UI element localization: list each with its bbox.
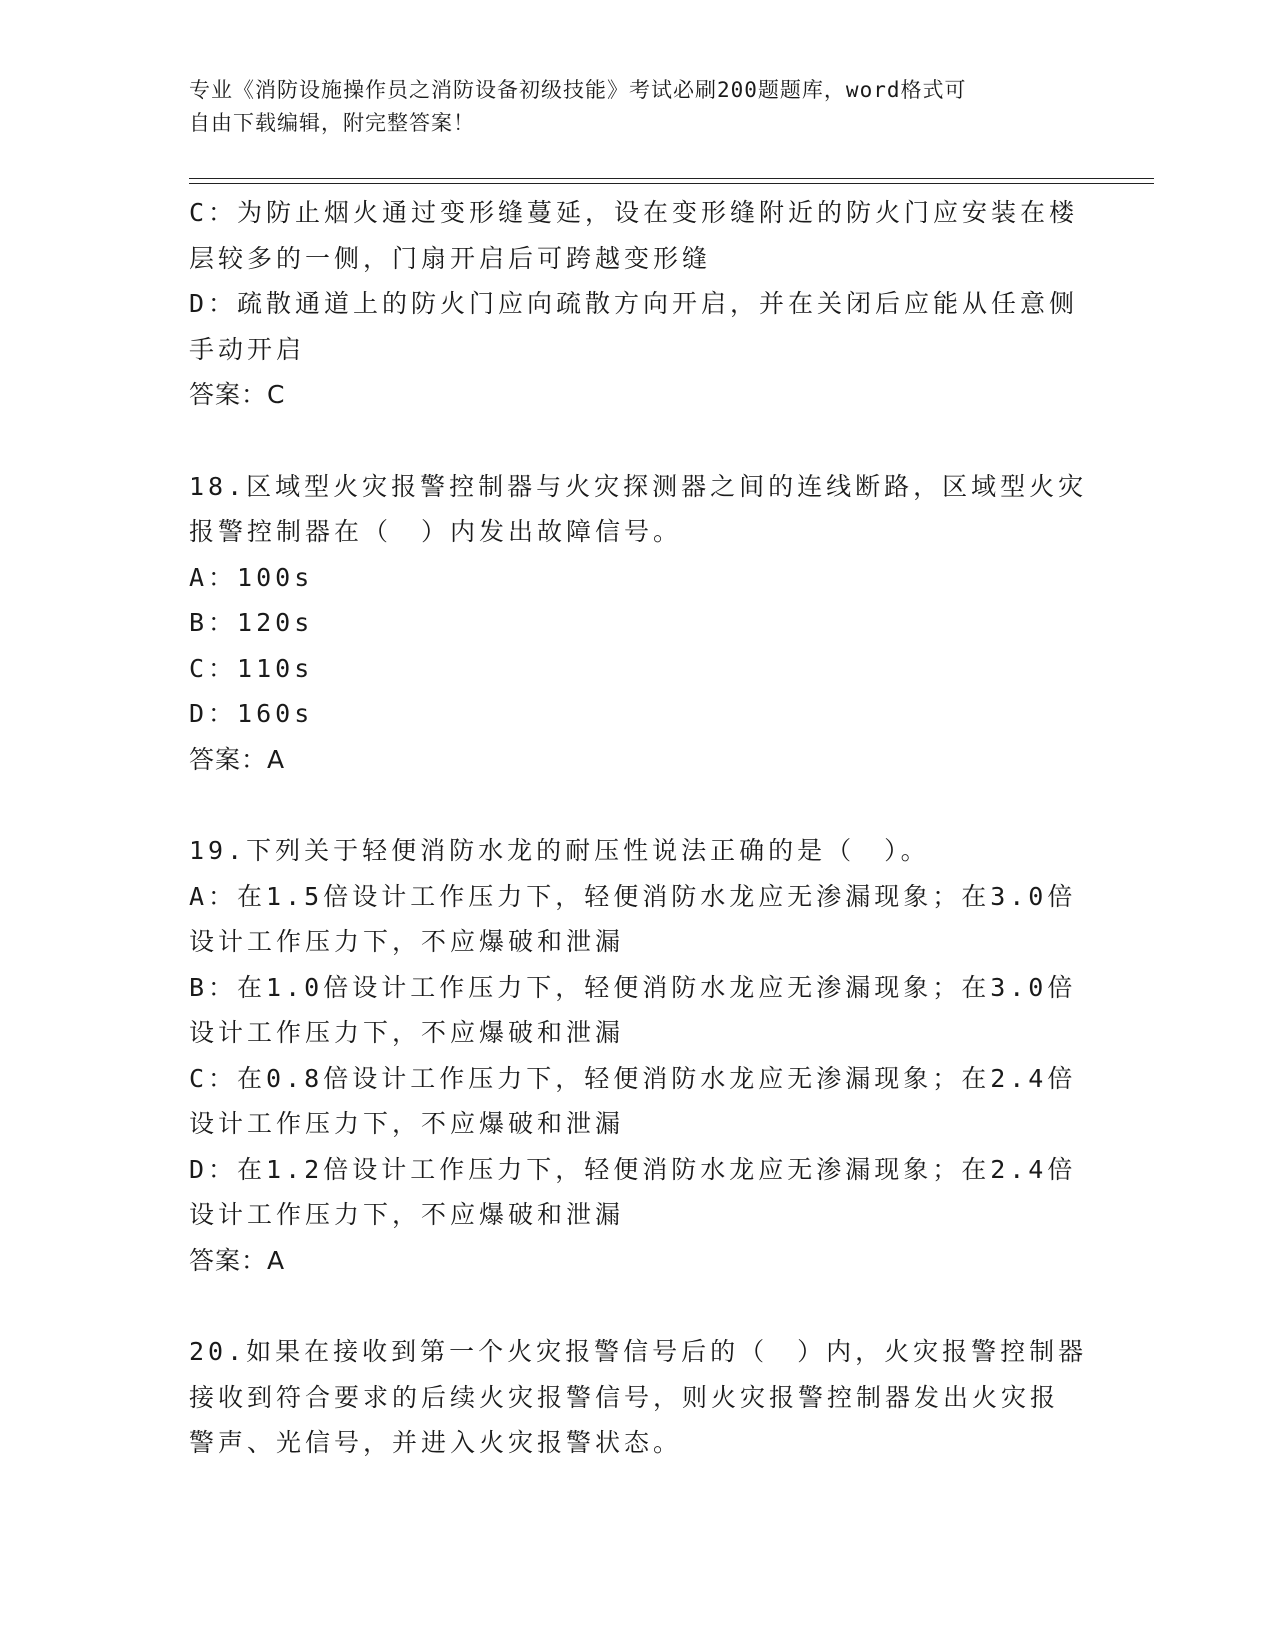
- option-d-line-1: D：在1.2倍设计工作压力下，轻便消防水龙应无渗漏现象；在2.4倍: [189, 1154, 1077, 1184]
- spacer: [189, 782, 1089, 828]
- option-b-line-2: 设计工作压力下，不应爆破和泄漏: [189, 1018, 625, 1047]
- option-c-line-1: C：为防止烟火通过变形缝蔓延，设在变形缝附近的防火门应安装在楼: [189, 198, 1079, 227]
- option-d-line-2: 设计工作压力下，不应爆破和泄漏: [189, 1200, 625, 1229]
- question-20: [189, 1329, 1089, 1466]
- spacer: [189, 1283, 1089, 1329]
- question-18-stem-line-2: 报警控制器在（ ）内发出故障信号。: [189, 517, 683, 546]
- spacer: [189, 418, 1089, 464]
- option-d: D：160s: [189, 699, 314, 728]
- answer-17: 答案：C: [189, 380, 286, 409]
- answer-19: 答案：A: [189, 1245, 286, 1275]
- option-c: C：110s: [189, 653, 314, 683]
- question-20-stem-line-2: 接收到符合要求的后续火灾报警信号，则火灾报警控制器发出火灾报: [189, 1382, 1060, 1412]
- option-c-line-2: 层较多的一侧，门扇开启后可跨越变形缝: [189, 243, 712, 273]
- header-divider-bottom: [189, 183, 1154, 184]
- document-body: [189, 190, 1089, 1466]
- option-b: B：120s: [189, 608, 314, 637]
- question-17-tail: [189, 190, 1089, 418]
- question-19-stem: 19.下列关于轻便消防水龙的耐压性说法正确的是（ ）。: [189, 836, 930, 865]
- option-a: A：100s: [189, 562, 314, 592]
- option-d-line-1: D：疏散通道上的防火门应向疏散方向开启，并在关闭后应能从任意侧: [189, 289, 1079, 318]
- question-20-stem-line-3: 警声、光信号，并进入火灾报警状态。: [189, 1428, 683, 1457]
- page-header: [189, 74, 1069, 140]
- header-line-2: 自由下载编辑，附完整答案！: [189, 111, 475, 135]
- option-c-line-1: C：在0.8倍设计工作压力下，轻便消防水龙应无渗漏现象；在2.4倍: [189, 1063, 1077, 1093]
- option-a-line-2: 设计工作压力下，不应爆破和泄漏: [189, 927, 625, 956]
- question-19: [189, 828, 1089, 1283]
- option-c-line-2: 设计工作压力下，不应爆破和泄漏: [189, 1109, 625, 1138]
- option-b-line-1: B：在1.0倍设计工作压力下，轻便消防水龙应无渗漏现象；在3.0倍: [189, 972, 1077, 1002]
- header-line-1: 专业《消防设施操作员之消防设备初级技能》考试必刷200题题库，word格式可: [189, 78, 967, 102]
- option-a-line-1: A：在1.5倍设计工作压力下，轻便消防水龙应无渗漏现象；在3.0倍: [189, 881, 1077, 911]
- header-divider-top: [189, 178, 1154, 179]
- answer-18: 答案：A: [189, 744, 286, 774]
- question-18-stem-line-1: 18.区域型火灾报警控制器与火灾探测器之间的连线断路，区域型火灾: [189, 471, 1088, 501]
- question-20-stem-line-1: 20.如果在接收到第一个火灾报警信号后的（ ）内，火灾报警控制器: [189, 1337, 1088, 1366]
- question-18: [189, 464, 1089, 783]
- option-d-line-2: 手动开启: [189, 334, 306, 364]
